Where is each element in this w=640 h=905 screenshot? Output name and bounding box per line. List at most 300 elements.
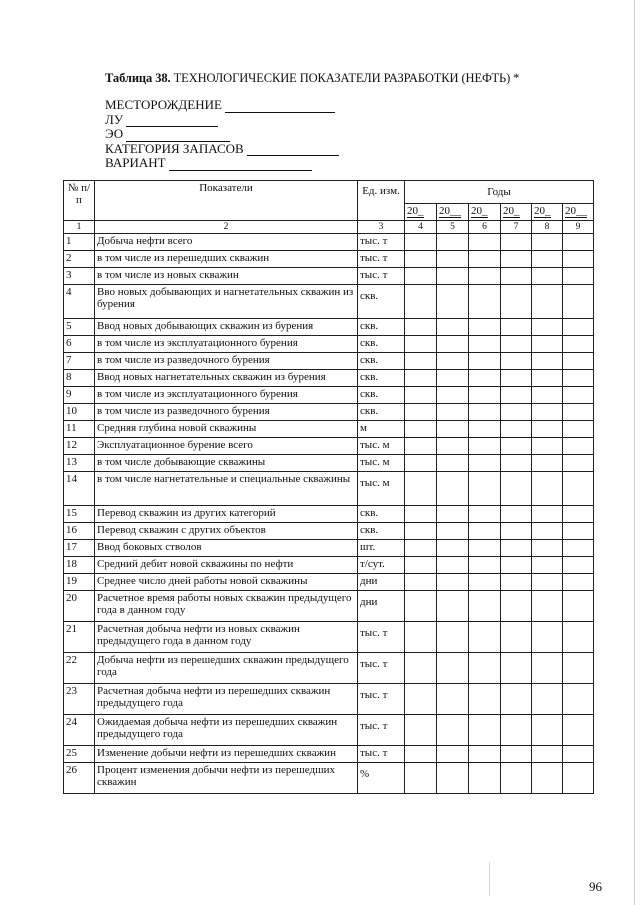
field-eo-line: [126, 130, 230, 142]
field-lu-line: [126, 115, 218, 127]
year-value-cell[interactable]: [563, 653, 594, 684]
row-number: 9: [64, 387, 95, 404]
column-index: 4: [405, 221, 437, 234]
unit-cell: тыс. т: [358, 746, 405, 763]
year-value-cell[interactable]: [405, 763, 437, 794]
indicator-name: Средняя глубина новой скважины: [95, 421, 358, 438]
year-value-cell[interactable]: [469, 622, 501, 653]
table-row: [64, 763, 594, 794]
year-value-cell[interactable]: [501, 336, 532, 353]
year-value-cell[interactable]: [437, 574, 469, 591]
row-number: 13: [64, 455, 95, 472]
field-eo: [105, 127, 339, 142]
year-value-cell[interactable]: [501, 653, 532, 684]
row-number: 19: [64, 574, 95, 591]
year-value-cell[interactable]: [469, 540, 501, 557]
year-value-cell[interactable]: [563, 285, 594, 319]
unit-cell: т/сут.: [358, 557, 405, 574]
year-value-cell[interactable]: [563, 472, 594, 506]
row-number: 12: [64, 438, 95, 455]
year-value-cell[interactable]: [501, 421, 532, 438]
year-value-cell[interactable]: [469, 523, 501, 540]
year-value-cell[interactable]: [563, 591, 594, 622]
year-value-cell[interactable]: [437, 370, 469, 387]
year-value-cell[interactable]: [501, 472, 532, 506]
indicator-name: Добыча нефти из перешедших скважин предыдущего года: [95, 653, 358, 684]
year-value-cell[interactable]: [405, 251, 437, 268]
year-value-cell[interactable]: [563, 684, 594, 715]
table-body: [64, 181, 594, 794]
year-value-cell[interactable]: [501, 353, 532, 370]
table-row: [64, 387, 594, 404]
year-value-cell[interactable]: [563, 421, 594, 438]
year-value-cell[interactable]: [469, 506, 501, 523]
year-value-cell[interactable]: [405, 574, 437, 591]
indicator-name: Ввод боковых стволов: [95, 540, 358, 557]
indicator-name: Эксплуатационное бурение всего: [95, 438, 358, 455]
column-index: 6: [469, 221, 501, 234]
unit-cell: скв.: [358, 336, 405, 353]
year-value-cell[interactable]: [563, 234, 594, 251]
year-value-cell[interactable]: [469, 746, 501, 763]
year-value-cell[interactable]: [437, 763, 469, 794]
page-number: 96: [589, 879, 602, 894]
indicator-name: в том числе из новых скважин: [95, 268, 358, 285]
year-value-cell[interactable]: [437, 523, 469, 540]
year-value-cell[interactable]: [405, 387, 437, 404]
year-value-cell[interactable]: [501, 319, 532, 336]
column-index: 5: [437, 221, 469, 234]
year-value-cell[interactable]: [405, 421, 437, 438]
year-value-cell[interactable]: [405, 684, 437, 715]
row-number: 22: [64, 653, 95, 684]
row-number: 21: [64, 622, 95, 653]
year-value-cell[interactable]: [501, 715, 532, 746]
table-row: [64, 557, 594, 574]
column-index: 1: [64, 221, 95, 234]
row-number: 26: [64, 763, 95, 794]
page-edge: [634, 0, 635, 905]
row-number: 8: [64, 370, 95, 387]
field-reserves-category: [105, 142, 339, 157]
year-value-cell[interactable]: [469, 319, 501, 336]
year-value-cell[interactable]: [563, 523, 594, 540]
indicators-table: [63, 180, 594, 794]
year-value-cell[interactable]: [405, 353, 437, 370]
unit-cell: скв.: [358, 285, 405, 319]
field-deposit-label: МЕСТОРОЖДЕНИЕ: [105, 97, 222, 112]
year-value-cell[interactable]: [469, 472, 501, 506]
row-number: 16: [64, 523, 95, 540]
year-value-cell[interactable]: [563, 574, 594, 591]
table-row: [64, 268, 594, 285]
table-row: [64, 370, 594, 387]
year-value-cell[interactable]: [563, 353, 594, 370]
year-value-cell[interactable]: [501, 455, 532, 472]
table-row: [64, 336, 594, 353]
row-number: 15: [64, 506, 95, 523]
year-value-cell[interactable]: [405, 319, 437, 336]
year-value-cell[interactable]: [469, 438, 501, 455]
unit-cell: скв.: [358, 523, 405, 540]
year-value-cell[interactable]: [469, 353, 501, 370]
year-value-cell[interactable]: [437, 684, 469, 715]
year-cell: [501, 204, 532, 221]
table-row: [64, 421, 594, 438]
year-value-cell[interactable]: [437, 472, 469, 506]
table-row: [64, 438, 594, 455]
year-value-cell[interactable]: [405, 370, 437, 387]
year-value-cell[interactable]: [563, 336, 594, 353]
year-value-cell[interactable]: [437, 622, 469, 653]
row-number: 11: [64, 421, 95, 438]
row-number: 14: [64, 472, 95, 506]
year-value-cell[interactable]: [405, 715, 437, 746]
year-value-cell[interactable]: [501, 763, 532, 794]
year-value-cell[interactable]: [437, 557, 469, 574]
year-value-cell[interactable]: [501, 404, 532, 421]
table-row: [64, 684, 594, 715]
table-row: [64, 746, 594, 763]
year-value-cell[interactable]: [532, 574, 563, 591]
year-value-cell[interactable]: [437, 251, 469, 268]
year-value-cell[interactable]: [469, 763, 501, 794]
unit-cell: тыс. т: [358, 715, 405, 746]
year-value-cell[interactable]: [437, 353, 469, 370]
year-value-cell[interactable]: [405, 746, 437, 763]
row-number: 17: [64, 540, 95, 557]
year-value-cell[interactable]: [469, 421, 501, 438]
table-row: [64, 715, 594, 746]
header-unit: Ед. изм.: [358, 181, 405, 221]
indicator-name: Расчетная добыча нефти из перешедших скважин предыдущего года: [95, 684, 358, 715]
year-value-cell[interactable]: [501, 387, 532, 404]
row-number: 10: [64, 404, 95, 421]
table-row: [64, 234, 594, 251]
year-label: 20__: [565, 205, 587, 217]
unit-cell: тыс. т: [358, 268, 405, 285]
year-value-cell[interactable]: [405, 268, 437, 285]
table-row: [64, 523, 594, 540]
year-value-cell[interactable]: [532, 421, 563, 438]
year-value-cell[interactable]: [469, 387, 501, 404]
year-label: 20_: [407, 205, 424, 217]
year-value-cell[interactable]: [469, 653, 501, 684]
year-value-cell[interactable]: [437, 746, 469, 763]
year-value-cell[interactable]: [469, 268, 501, 285]
field-reserves-category-line: [247, 144, 339, 156]
year-value-cell[interactable]: [563, 251, 594, 268]
year-value-cell[interactable]: [405, 472, 437, 506]
row-number: 20: [64, 591, 95, 622]
indicator-name: Добыча нефти всего: [95, 234, 358, 251]
unit-cell: дни: [358, 591, 405, 622]
year-value-cell[interactable]: [437, 506, 469, 523]
year-value-cell[interactable]: [469, 234, 501, 251]
year-label: 20__: [439, 205, 461, 217]
table-row: [64, 574, 594, 591]
indicator-name: в том числе из эксплуатационного бурения: [95, 336, 358, 353]
indicator-name: Расчетная добыча нефти из новых скважин предыдущего года в данном году: [95, 622, 358, 653]
year-value-cell[interactable]: [532, 370, 563, 387]
year-value-cell[interactable]: [405, 540, 437, 557]
table-row: [64, 353, 594, 370]
table-row: [64, 285, 594, 319]
indicator-name: Ожидаемая добыча нефти из перешедших скважин предыдущего года: [95, 715, 358, 746]
year-value-cell[interactable]: [501, 591, 532, 622]
unit-cell: скв.: [358, 506, 405, 523]
year-label: 20_: [503, 205, 520, 217]
year-value-cell[interactable]: [405, 557, 437, 574]
table-row: [64, 472, 594, 506]
unit-cell: тыс. т: [358, 622, 405, 653]
unit-cell: %: [358, 763, 405, 794]
year-value-cell[interactable]: [437, 319, 469, 336]
indicator-name: в том числе из эксплуатационного бурения: [95, 387, 358, 404]
indicator-name: Изменение добычи нефти из перешедших скважин: [95, 746, 358, 763]
year-value-cell[interactable]: [532, 591, 563, 622]
table-row: [64, 591, 594, 622]
year-value-cell[interactable]: [469, 557, 501, 574]
year-value-cell[interactable]: [563, 540, 594, 557]
unit-cell: тыс. м: [358, 455, 405, 472]
indicator-name: Вво новых добывающих и нагнетательных скважин из бурения: [95, 285, 358, 319]
year-value-cell[interactable]: [405, 285, 437, 319]
year-value-cell[interactable]: [437, 715, 469, 746]
year-value-cell[interactable]: [469, 455, 501, 472]
year-value-cell[interactable]: [437, 285, 469, 319]
header-indicator: Показатели: [95, 181, 358, 221]
year-cell: [437, 204, 469, 221]
year-value-cell[interactable]: [437, 540, 469, 557]
year-value-cell[interactable]: [532, 523, 563, 540]
year-value-cell[interactable]: [501, 438, 532, 455]
header-years: Годы: [405, 181, 594, 204]
unit-cell: м: [358, 421, 405, 438]
year-value-cell[interactable]: [437, 387, 469, 404]
year-value-cell[interactable]: [405, 523, 437, 540]
year-value-cell[interactable]: [405, 438, 437, 455]
year-value-cell[interactable]: [563, 404, 594, 421]
unit-cell: скв.: [358, 319, 405, 336]
year-value-cell[interactable]: [532, 251, 563, 268]
year-value-cell[interactable]: [532, 387, 563, 404]
unit-cell: дни: [358, 574, 405, 591]
header-fields: [105, 98, 339, 171]
year-value-cell[interactable]: [501, 234, 532, 251]
year-value-cell[interactable]: [563, 455, 594, 472]
indicator-name: в том числе из разведочного бурения: [95, 353, 358, 370]
indicator-name: в том числе нагнетательные и специальные скважины: [95, 472, 358, 506]
field-variant-line: [169, 159, 312, 171]
year-value-cell[interactable]: [405, 506, 437, 523]
year-value-cell[interactable]: [532, 506, 563, 523]
year-value-cell[interactable]: [563, 438, 594, 455]
year-value-cell[interactable]: [532, 622, 563, 653]
year-value-cell[interactable]: [405, 455, 437, 472]
year-value-cell[interactable]: [501, 523, 532, 540]
year-value-cell[interactable]: [469, 684, 501, 715]
table-title-text: ТЕХНОЛОГИЧЕСКИЕ ПОКАЗАТЕЛИ РАЗРАБОТКИ (НЕФТЬ) *: [173, 71, 520, 85]
year-value-cell[interactable]: [501, 285, 532, 319]
year-value-cell[interactable]: [469, 251, 501, 268]
row-number: 4: [64, 285, 95, 319]
year-value-cell[interactable]: [532, 715, 563, 746]
indicator-name: Ввод новых нагнетательных скважин из бурения: [95, 370, 358, 387]
indicator-name: Средний дебит новой скважины по нефти: [95, 557, 358, 574]
year-value-cell[interactable]: [469, 336, 501, 353]
row-number: 18: [64, 557, 95, 574]
year-value-cell[interactable]: [501, 622, 532, 653]
field-variant-label: ВАРИАНТ: [105, 155, 166, 170]
indicator-name: в том числе добывающие скважины: [95, 455, 358, 472]
year-value-cell[interactable]: [532, 336, 563, 353]
year-value-cell[interactable]: [532, 472, 563, 506]
table-title: [105, 71, 519, 86]
indicator-name: Перевод скважин с других объектов: [95, 523, 358, 540]
table-row: [64, 455, 594, 472]
year-value-cell[interactable]: [532, 763, 563, 794]
year-value-cell[interactable]: [501, 251, 532, 268]
year-value-cell[interactable]: [532, 684, 563, 715]
year-label: 20_: [534, 205, 551, 217]
year-value-cell[interactable]: [563, 268, 594, 285]
year-value-cell[interactable]: [532, 540, 563, 557]
scan-artifact: [489, 862, 490, 896]
row-number: 3: [64, 268, 95, 285]
table-title-number: Таблица 38.: [105, 71, 171, 85]
year-value-cell[interactable]: [532, 353, 563, 370]
indicator-name: в том числе из перешедших скважин: [95, 251, 358, 268]
indicator-name: Среднее число дней работы новой скважины: [95, 574, 358, 591]
field-deposit: [105, 98, 339, 113]
year-value-cell[interactable]: [405, 404, 437, 421]
unit-cell: шт.: [358, 540, 405, 557]
column-index: 3: [358, 221, 405, 234]
year-value-cell[interactable]: [405, 622, 437, 653]
header-num: № п/п: [64, 181, 95, 221]
year-value-cell[interactable]: [501, 574, 532, 591]
year-value-cell[interactable]: [532, 653, 563, 684]
unit-cell: тыс. т: [358, 234, 405, 251]
year-value-cell[interactable]: [501, 506, 532, 523]
year-value-cell[interactable]: [532, 234, 563, 251]
year-cell: [469, 204, 501, 221]
field-deposit-line: [225, 101, 335, 113]
header-row-indices: [64, 221, 594, 234]
table-row: [64, 653, 594, 684]
year-value-cell[interactable]: [469, 591, 501, 622]
indicator-name: Перевод скважин из других категорий: [95, 506, 358, 523]
year-value-cell[interactable]: [532, 404, 563, 421]
year-value-cell[interactable]: [563, 387, 594, 404]
year-label: 20_: [471, 205, 488, 217]
unit-cell: скв.: [358, 353, 405, 370]
unit-cell: тыс. т: [358, 684, 405, 715]
year-value-cell[interactable]: [563, 506, 594, 523]
year-value-cell[interactable]: [501, 540, 532, 557]
unit-cell: тыс. т: [358, 251, 405, 268]
indicator-name: в том числе из разведочного бурения: [95, 404, 358, 421]
year-value-cell[interactable]: [501, 557, 532, 574]
year-value-cell[interactable]: [563, 319, 594, 336]
year-value-cell[interactable]: [501, 684, 532, 715]
unit-cell: тыс. м: [358, 438, 405, 455]
year-value-cell[interactable]: [563, 763, 594, 794]
year-value-cell[interactable]: [437, 591, 469, 622]
column-index: 2: [95, 221, 358, 234]
row-number: 2: [64, 251, 95, 268]
year-value-cell[interactable]: [532, 319, 563, 336]
year-value-cell[interactable]: [532, 746, 563, 763]
year-cell: [563, 204, 594, 221]
table-row: [64, 319, 594, 336]
year-value-cell[interactable]: [532, 438, 563, 455]
year-value-cell[interactable]: [437, 653, 469, 684]
field-eo-label: ЭО: [105, 126, 124, 141]
year-value-cell[interactable]: [437, 404, 469, 421]
unit-cell: тыс. т: [358, 653, 405, 684]
unit-cell: тыс. м: [358, 472, 405, 506]
column-index: 7: [501, 221, 532, 234]
row-number: 5: [64, 319, 95, 336]
year-value-cell[interactable]: [563, 557, 594, 574]
table-row: [64, 540, 594, 557]
column-index: 9: [563, 221, 594, 234]
year-value-cell[interactable]: [563, 370, 594, 387]
row-number: 25: [64, 746, 95, 763]
year-value-cell[interactable]: [469, 285, 501, 319]
unit-cell: скв.: [358, 387, 405, 404]
year-value-cell[interactable]: [469, 370, 501, 387]
year-value-cell[interactable]: [437, 438, 469, 455]
year-cell: [405, 204, 437, 221]
year-value-cell[interactable]: [563, 746, 594, 763]
year-value-cell[interactable]: [405, 336, 437, 353]
row-number: 6: [64, 336, 95, 353]
year-value-cell[interactable]: [532, 268, 563, 285]
year-value-cell[interactable]: [437, 234, 469, 251]
year-value-cell[interactable]: [405, 591, 437, 622]
year-value-cell[interactable]: [405, 653, 437, 684]
year-value-cell[interactable]: [469, 715, 501, 746]
year-value-cell[interactable]: [563, 715, 594, 746]
year-value-cell[interactable]: [532, 455, 563, 472]
year-value-cell[interactable]: [437, 268, 469, 285]
indicator-name: Процент изменения добычи нефти из перешедших скважин: [95, 763, 358, 794]
field-variant: [105, 156, 339, 171]
year-value-cell[interactable]: [501, 746, 532, 763]
year-value-cell[interactable]: [405, 234, 437, 251]
field-reserves-category-label: КАТЕГОРИЯ ЗАПАСОВ: [105, 140, 244, 156]
table-row: [64, 404, 594, 421]
year-value-cell[interactable]: [501, 370, 532, 387]
year-value-cell[interactable]: [437, 455, 469, 472]
year-value-cell[interactable]: [469, 574, 501, 591]
unit-cell: скв.: [358, 404, 405, 421]
column-index: 8: [532, 221, 563, 234]
year-value-cell[interactable]: [437, 421, 469, 438]
indicator-name: Ввод новых добывающих скважин из бурения: [95, 319, 358, 336]
indicator-name: Расчетное время работы новых скважин предыдущего года в данном году: [95, 591, 358, 622]
year-value-cell[interactable]: [469, 404, 501, 421]
year-value-cell[interactable]: [532, 557, 563, 574]
year-value-cell[interactable]: [563, 622, 594, 653]
row-number: 23: [64, 684, 95, 715]
year-value-cell[interactable]: [501, 268, 532, 285]
year-value-cell[interactable]: [437, 336, 469, 353]
year-value-cell[interactable]: [532, 285, 563, 319]
